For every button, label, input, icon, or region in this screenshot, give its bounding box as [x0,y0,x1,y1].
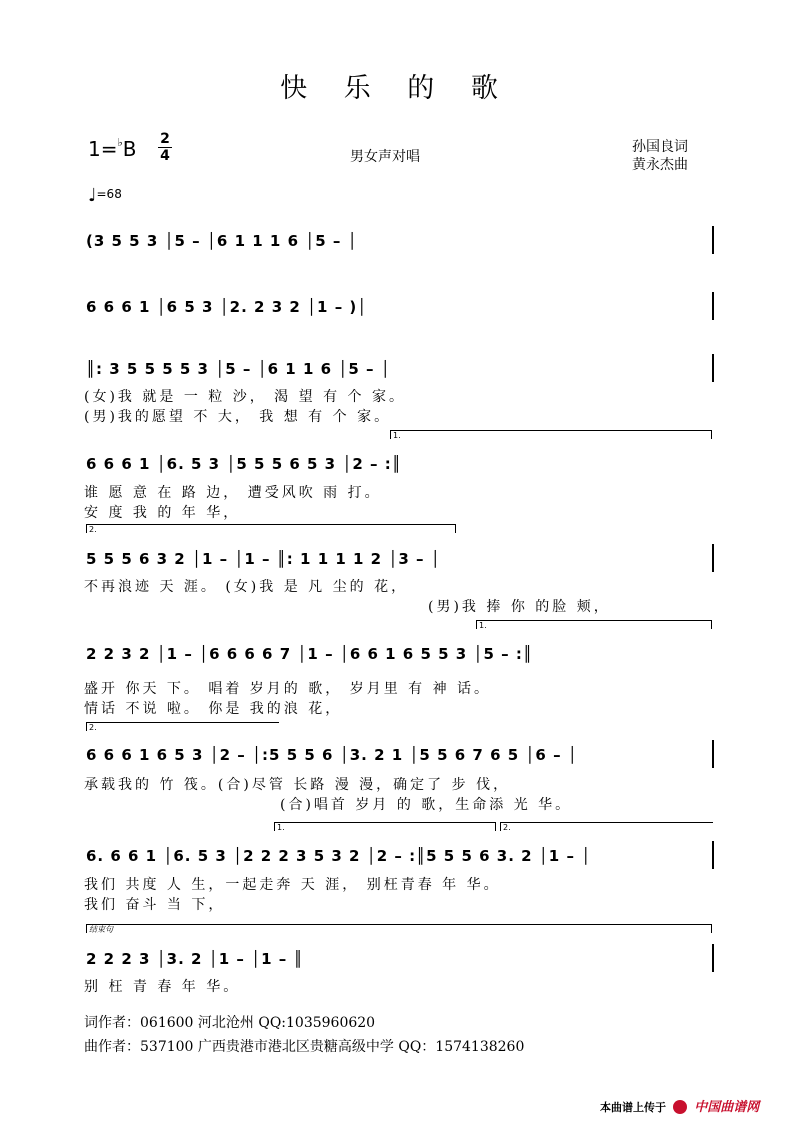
key-note: B [122,137,137,161]
lyric-row-6-second: 情话 不说 啦。 你是 我的浪 花， [84,701,343,717]
song-title: 快 乐 的 歌 [280,73,512,104]
credits [632,138,688,174]
volta-2-bracket: 2. [86,722,279,731]
barline [712,292,714,320]
lyric-row-5-second: (男)我 捧 你 的脸 颊， [428,599,611,615]
tempo-marking [88,185,122,206]
lyricist-credit: 孙国良词 [632,139,688,155]
footer-lyricist: 词作者：061600 河北沧州 QQ:1035960620 [84,1015,376,1031]
site-logo-icon [673,1100,687,1114]
key-label: 1= [88,137,118,161]
lyric-row-8-first: 我们 共度 人 生，一起走奔 天 涯， 别枉青春 年 华。 [84,877,501,893]
lyric-row-8-second: 我们 奋斗 当 下， [84,897,226,913]
lyric-row-3-female: (女)我 就是 一 粒 沙， 渴 望 有 个 家。 [84,389,406,405]
volta-2-bracket: 2. [500,822,713,831]
footer-composer: 曲作者：537100 广西贵港市港北区贵糖高级中学 QQ：1574138260 [84,1039,525,1055]
key-signature [88,137,136,161]
notation-row-6: 2 2 3 2 │1 – │6 6 6 6 7 │1 – │6 6 1 6 5 5 3 │5 – :║ [86,645,533,663]
notation-row-7: 6 6 6 1 6 5 3 │2 – │:5 5 5 6 │3. 2 1 │5 5 6 7 6 5 │6 – │ [86,746,578,764]
tempo-value: =68 [96,187,122,201]
ending-bracket: 结束句 [86,924,712,933]
barline [712,740,714,768]
lyric-row-3-male: (男)我的愿望 不 大， 我 想 有 个 家。 [84,409,392,425]
notation-row-5: 5 5 5 6 3 2 │1 – │1 – ║: 1 1 1 1 2 │3 – │ [86,550,441,568]
volta-2-bracket: 2. [86,524,456,533]
notation-row-1: (3 5 5 3 │5 – │6 1 1 1 6 │5 – │ [86,232,358,250]
time-top: 2 [160,131,170,147]
notation-row-9: 2 2 2 3 │3. 2 │1 – │1 – ║ [86,950,304,968]
quarter-note-icon: ♩ [88,185,97,206]
composer-credit: 黄永杰曲 [632,157,688,173]
lyric-row-7-first: 承载我的 竹 筏。(合)尽管 长路 漫 漫，确定了 步 伐， [84,777,511,793]
lyric-row-7-second: (合)唱首 岁月 的 歌，生命添 光 华。 [280,797,573,813]
site-brand[interactable]: 中国曲谱网 [694,1100,760,1115]
volta-1-bracket: 1. [476,620,712,629]
barline [712,226,714,254]
barline [712,841,714,869]
upload-notice [600,1096,759,1115]
flat-sign: ♭ [117,136,123,150]
lyric-row-6-first: 盛开 你天 下。 唱着 岁月的 歌， 岁月里 有 神 话。 [84,681,492,697]
notation-row-8: 6. 6 6 1 │6. 5 3 │2 2 2 3 5 3 2 │2 – :║5 5 5 6 3. 2 │1 – │ [86,847,592,865]
barline [712,354,714,382]
volta-1-bracket: 1. [390,430,712,439]
notation-row-4: 6 6 6 1 │6. 5 3 │5 5 5 6 5 3 │2 – :║ [86,455,402,473]
barline [712,544,714,572]
barline [712,944,714,972]
notation-row-2: 6 6 6 1 │6 5 3 │2. 2 3 2 │1 – )│ [86,298,368,316]
upload-text: 本曲谱上传于 [600,1101,666,1114]
lyric-row-5-first: 不再浪迹 天 涯。 (女)我 是 凡 尘的 花， [84,579,409,595]
lyric-row-4-second: 安 度 我 的 年 华， [84,505,241,521]
song-subtitle: 男女声对唱 [350,149,420,165]
notation-row-3: ║: 3 5 5 5 5 3 │5 – │6 1 1 6 │5 – │ [86,360,391,378]
time-bottom: 4 [160,148,170,164]
time-signature [158,132,172,163]
lyric-row-9: 别 枉 青 春 年 华。 [84,979,241,995]
lyric-row-4-first: 谁 愿 意 在 路 边， 遭受风吹 雨 打。 [84,485,382,501]
volta-1-bracket: 1. [274,822,496,831]
